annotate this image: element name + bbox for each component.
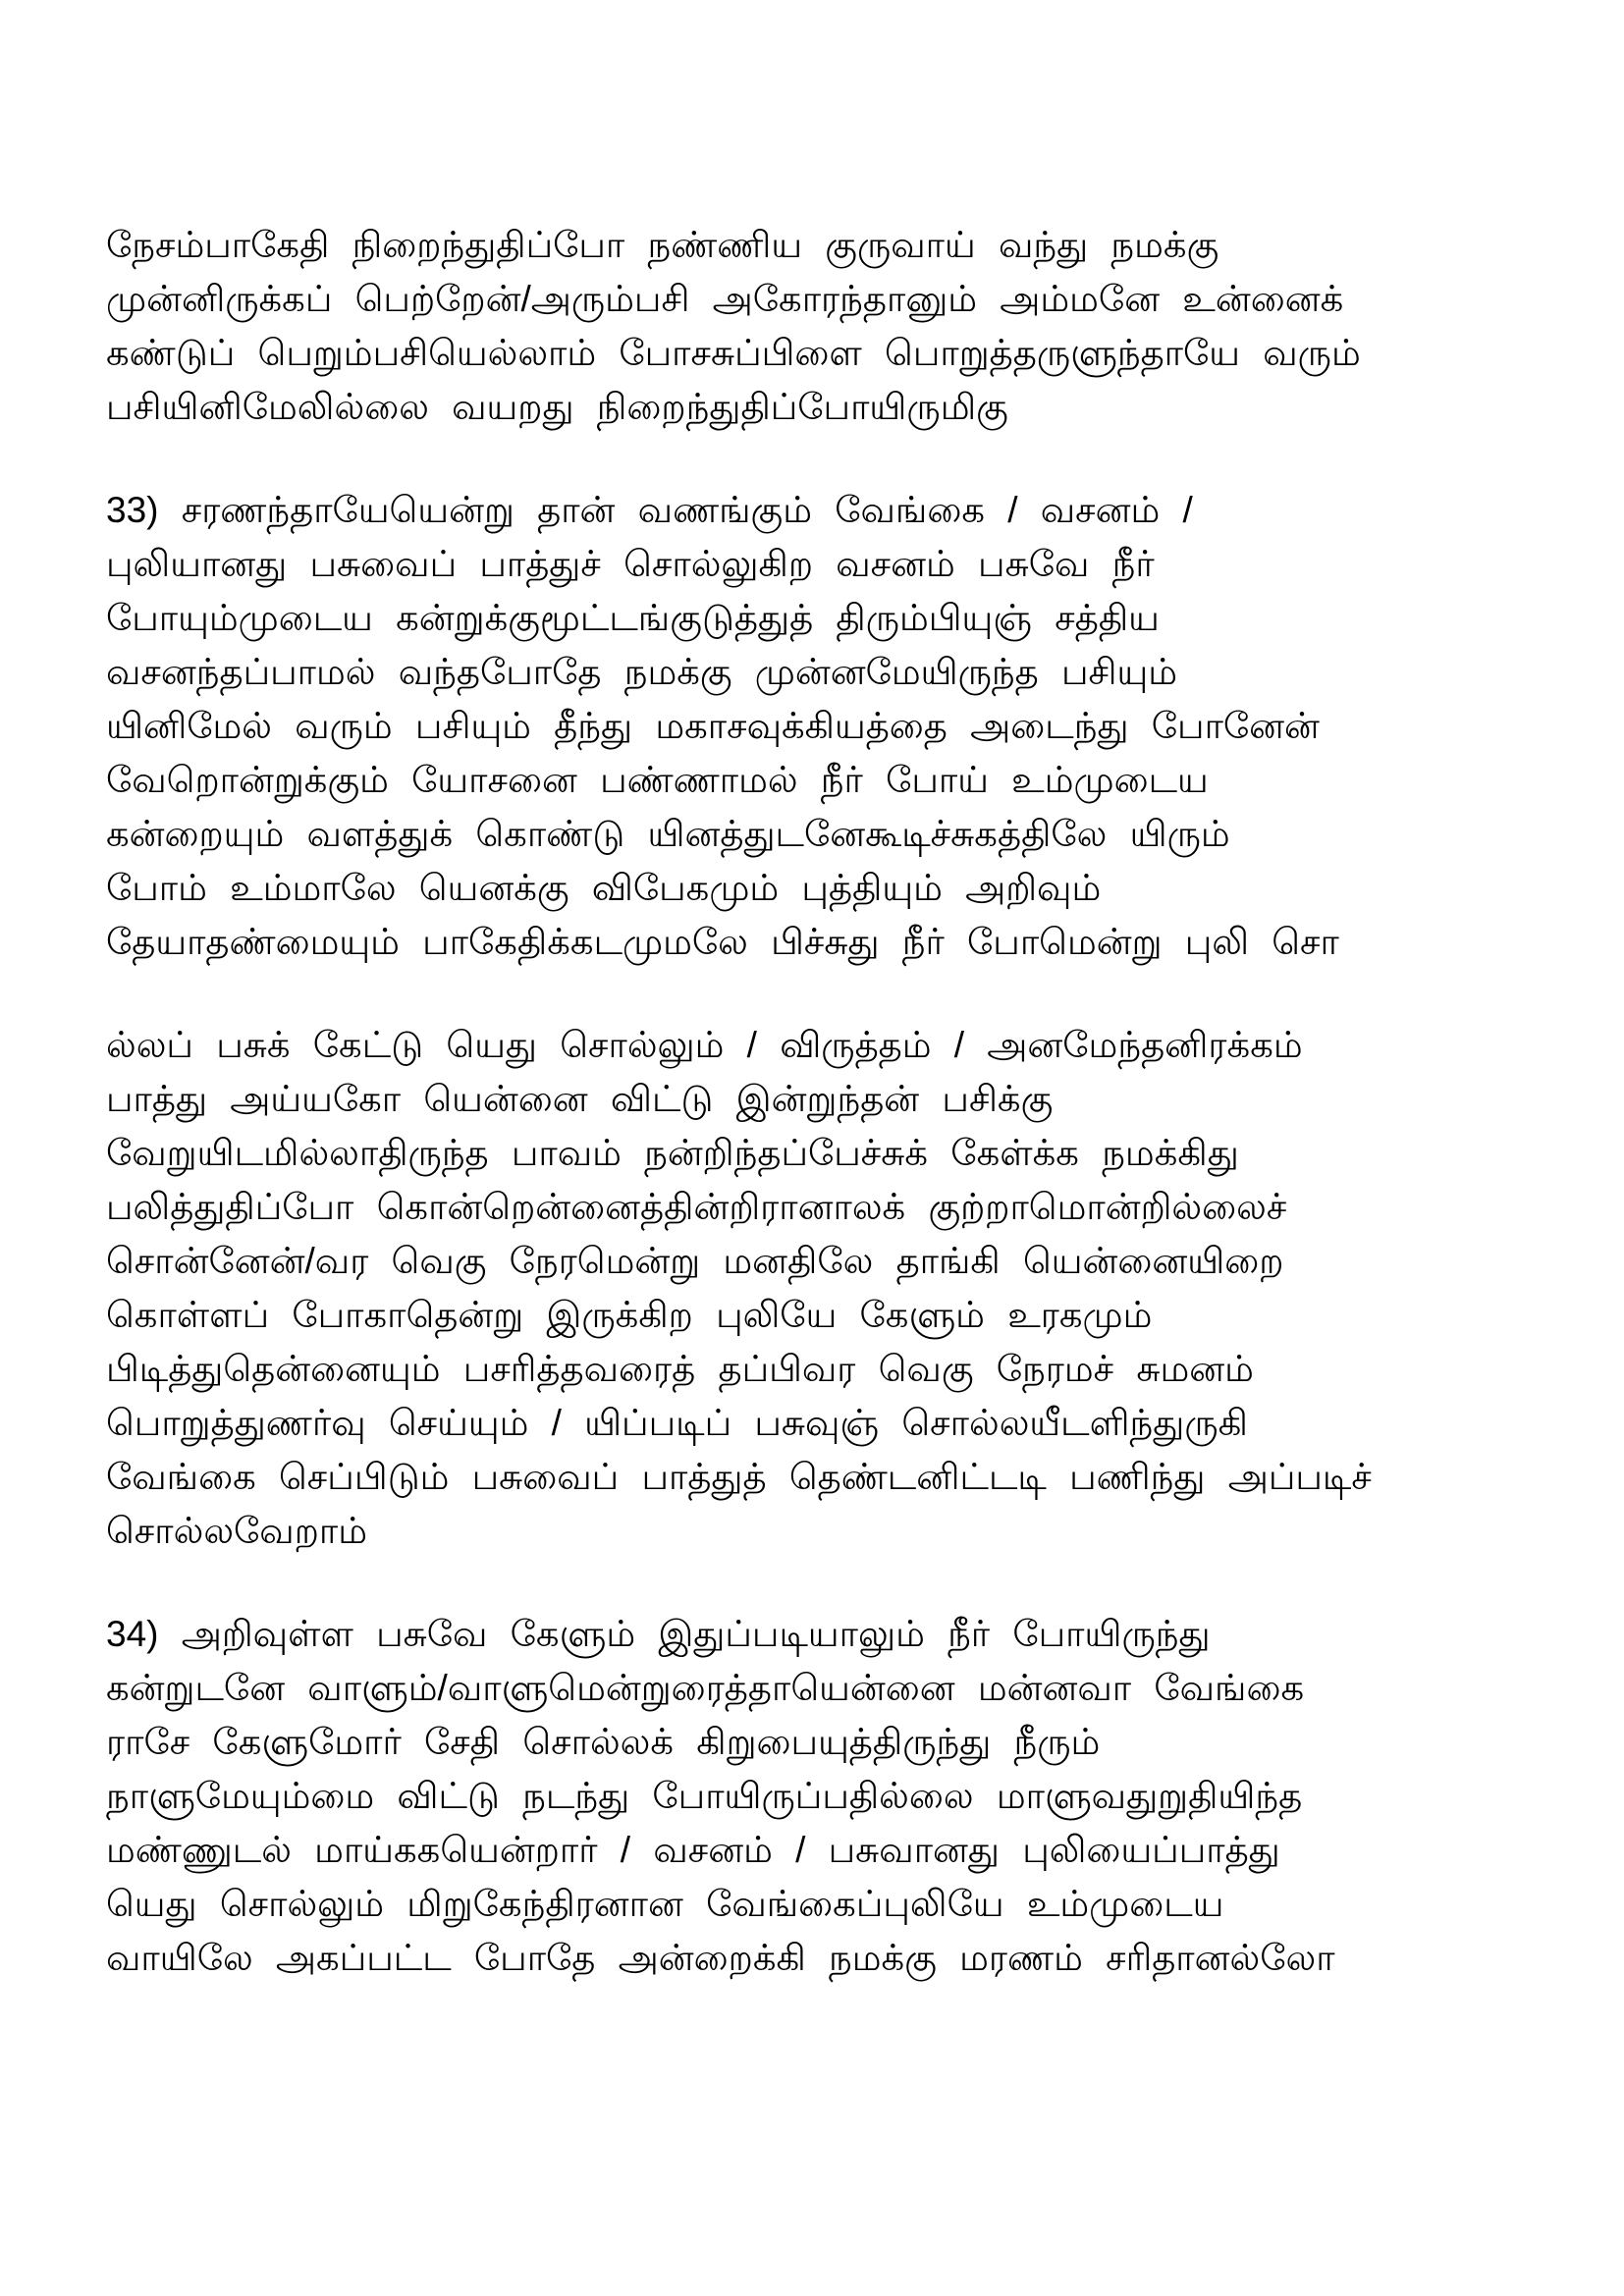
text-line: வேறொன்றுக்கும் யோசனை பண்ணாமல் நீர் போய் உம்முடைய bbox=[106, 760, 1209, 800]
text-line: புலியானது பசுவைப் பாத்துச் சொல்லுகிற வசனம் பசுவே நீர் bbox=[106, 544, 1155, 584]
paragraph-3 bbox=[106, 1018, 1496, 1558]
text-line: ல்லப் பசுக் கேட்டு யெது சொல்லும் / விருத்தம் / அனமேந்தனிரக்கம் bbox=[106, 1025, 1303, 1065]
text-line: வேங்கை செப்பிடும் பசுவைப் பாத்துத் தெண்டனிட்டடி பணிந்து அப்படிச் bbox=[106, 1457, 1372, 1497]
text-line: கொள்ளப் போகாதென்று இருக்கிற புலியே கேளும் உரகமும் bbox=[106, 1295, 1153, 1335]
text-line: சொன்னேன்/வர வெகு நேரமென்று மனதிலே தாங்கி யென்னையிறை bbox=[106, 1241, 1284, 1281]
paragraph-1 bbox=[106, 218, 1496, 434]
text-line: யினிமேல் வரும் பசியும் தீந்து மகாசவுக்கியத்தை அடைந்து போனேன் bbox=[106, 706, 1320, 746]
text-line: வாயிலே அகப்பட்ட போதே அன்றைக்கி நமக்கு மரணம் சரிதானல்லோ bbox=[106, 1938, 1335, 1978]
text-line: பசியினிமேலில்லை வயறது நிறைந்துதிப்போயிருமிகு bbox=[106, 387, 1008, 427]
paragraph-2-verse-33 bbox=[106, 483, 1496, 969]
text-line: மண்ணுடல் மாய்ககயென்றார் / வசனம் / பசுவானது புலியைப்பாத்து bbox=[106, 1830, 1280, 1870]
text-line: 33) சரணந்தாயேயென்று தான் வணங்கும் வேங்கை / வசனம் / bbox=[106, 490, 1193, 530]
text-line: கண்டுப் பெறும்பசியெல்லாம் போசசுப்பிளை பொறுத்தருளுந்தாயே வரும் bbox=[106, 333, 1361, 373]
text-line: கன்றுடனே வாளும்/வாளுமென்றுரைத்தாயென்னை மன்னவா வேங்கை bbox=[106, 1668, 1305, 1708]
text-line: வேறுயிடமில்லாதிருந்த பாவம் நன்றிந்தப்பேச்சுக் கேள்க்க நமக்கிது bbox=[106, 1133, 1239, 1173]
text-line: போயும்முடைய கன்றுக்குமூட்டங்குடுத்துத் திரும்பியுஞ் சத்திய bbox=[106, 598, 1160, 638]
text-line: 34) அறிவுள்ள பசுவே கேளும் இதுப்படியாலும் நீர் போயிருந்து bbox=[106, 1614, 1211, 1654]
text-line: பொறுத்துணர்வு செய்யும் / யிப்படிப் பசுவுஞ் சொல்லயீடளிந்துருகி bbox=[106, 1403, 1248, 1443]
text-line: போம் உம்மாலே யெனக்கு விபேகமும் புத்தியும் அறிவும் bbox=[106, 868, 1102, 908]
text-line: பிடித்துதென்னையும் பசரித்தவரைத் தப்பிவர வெகு நேரமச் சுமனம் bbox=[106, 1349, 1254, 1389]
text-line: பாத்து அய்யகோ யென்னை விட்டு இன்றுந்தன் பசிக்கு bbox=[106, 1079, 1054, 1119]
text-line: சொல்லவேறாம் bbox=[106, 1511, 368, 1551]
text-line: நேசம்பாகேதி நிறைந்துதிப்போ நண்ணிய குருவாய் வந்து நமக்கு bbox=[106, 225, 1219, 265]
text-line: பலித்துதிப்போ கொன்றென்னைத்தின்றிரானாலக் குற்றாமொன்றில்லைச் bbox=[106, 1187, 1287, 1227]
text-line: தேயாதண்மையும் பாகேதிக்கடமுமலே பிச்சுது நீர் போமென்று புலி சொ bbox=[106, 922, 1339, 962]
paragraph-4-verse-34 bbox=[106, 1607, 1496, 1985]
text-line: கன்றையும் வளத்துக் கொண்டு யினத்துடனேகூடிச்சுகத்திலே யிரும் bbox=[106, 814, 1230, 854]
text-line: வசனந்தப்பாமல் வந்தபோதே நமக்கு முன்னமேயிருந்த பசியும் bbox=[106, 652, 1178, 692]
text-line: நாளுமேயும்மை விட்டு நடந்து போயிருப்பதில்லை மாளுவதுறுதியிந்த bbox=[106, 1776, 1303, 1816]
text-line: ராசே கேளுமோர் சேதி சொல்லக் கிறுபையுத்திருந்து நீரும் bbox=[106, 1722, 1101, 1762]
text-line: யெது சொல்லும் மிறுகேந்திரனான வேங்கைப்புலியே உம்முடைய bbox=[106, 1884, 1224, 1924]
text-line: முன்னிருக்கப் பெற்றேன்/அரும்பசி அகோரந்தானும் அம்மனே உன்னைக் bbox=[106, 279, 1344, 319]
